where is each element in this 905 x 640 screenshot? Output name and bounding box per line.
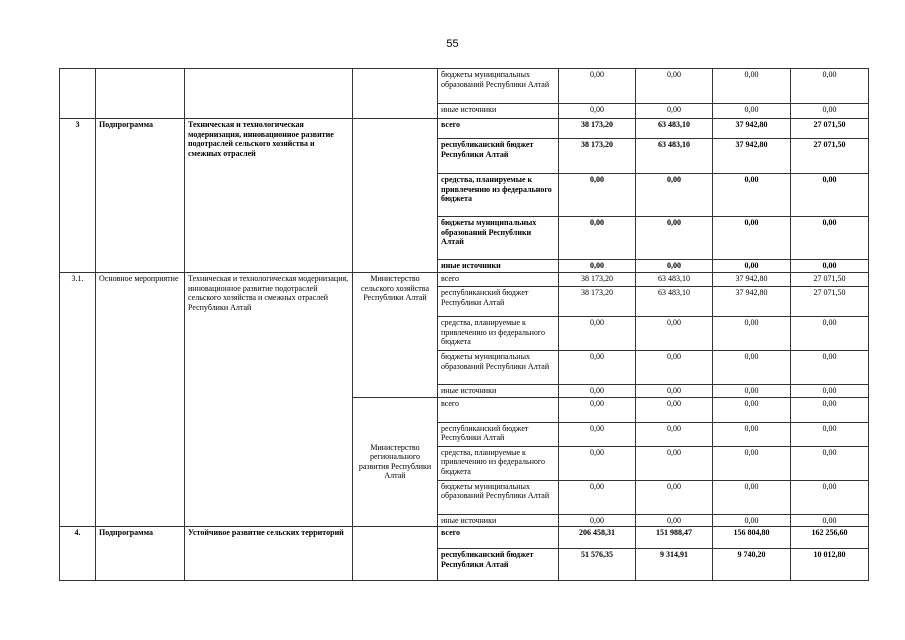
executor-2: Министерство регионального развития Республики Алтай xyxy=(353,397,438,527)
table-row: Министерство регионального развития Республики Алтай всего 0,00 0,00 0,00 0,00 xyxy=(60,397,869,422)
table-row: иные источники 0,00 0,00 0,00 0,00 xyxy=(60,514,869,527)
source-label: бюджеты муниципальных образований Республики Алтай xyxy=(438,69,559,104)
table-row: средства, планируемые к привлечению из федерального бюджета 0,00 0,00 0,00 0,00 xyxy=(60,174,869,217)
table-row: 3.1. Основное мероприятие Техническая и технологическая модернизация, инновационное развитие подотраслей сельского хозяйства и смежных отраслей Республики Алтай Министерство сельского хозяйства Республики Алтай всего 38 173,20 63 483,10 37 942,80 27 071,50 xyxy=(60,273,869,287)
table-row: бюджеты муниципальных образований Республики Алтай 0,00 0,00 0,00 0,00 xyxy=(60,69,869,104)
row-number: 4. xyxy=(60,527,96,581)
table-row: бюджеты муниципальных образований Республики Алтай 0,00 0,00 0,00 0,00 xyxy=(60,480,869,514)
table-row: республиканский бюджет Республики Алтай 38 173,20 63 483,10 37 942,80 27 071,50 xyxy=(60,287,869,317)
table-row: бюджеты муниципальных образований Республики Алтай 0,00 0,00 0,00 0,00 xyxy=(60,351,869,385)
row-type: Основное мероприятие xyxy=(96,273,185,527)
table-row: 3 Подпрограмма Техническая и технологическая модернизация, инновационное развитие подотраслей сельского хозяйства и смежных отраслей всего 38 173,20 63 483,10 37 942,80 27 071,50 xyxy=(60,119,869,139)
row-name: Устойчивое развитие сельских территорий xyxy=(185,527,353,581)
budget-table xyxy=(59,68,869,581)
table-row: 4. Подпрограмма Устойчивое развитие сельских территорий всего 206 458,31 151 988,47 156 804,80 162 256,60 xyxy=(60,527,869,549)
page-number: 55 xyxy=(446,38,459,50)
row-type: Подпрограмма xyxy=(96,527,185,581)
table-row: иные источники 0,00 0,00 0,00 0,00 xyxy=(60,104,869,119)
row-type: Подпрограмма xyxy=(96,119,185,273)
row-number: 3 xyxy=(60,119,96,273)
row-number: 3.1. xyxy=(60,273,96,527)
table-row: средства, планируемые к привлечению из федерального бюджета 0,00 0,00 0,00 0,00 xyxy=(60,317,869,351)
table-row: средства, планируемые к привлечению из федерального бюджета 0,00 0,00 0,00 0,00 xyxy=(60,446,869,480)
executor-1: Министерство сельского хозяйства Республики Алтай xyxy=(353,273,438,398)
table-row: республиканский бюджет Республики Алтай 0,00 0,00 0,00 0,00 xyxy=(60,422,869,446)
table-row: бюджеты муниципальных образований Республики Алтай 0,00 0,00 0,00 0,00 xyxy=(60,217,869,260)
table-row: иные источники 0,00 0,00 0,00 0,00 xyxy=(60,260,869,273)
row-name: Техническая и технологическая модернизация, инновационное развитие подотраслей сельского хозяйства и смежных отраслей Республики Алтай xyxy=(185,273,353,527)
row-name: Техническая и технологическая модернизация, инновационное развитие подотраслей сельского хозяйства и смежных отраслей xyxy=(185,119,353,273)
table-row: республиканский бюджет Республики Алтай 51 576,35 9 314,91 9 740,20 10 012,80 xyxy=(60,549,869,581)
table-row: иные источники 0,00 0,00 0,00 0,00 xyxy=(60,385,869,398)
table-row: республиканский бюджет Республики Алтай 38 173,20 63 483,10 37 942,80 27 071,50 xyxy=(60,139,869,174)
